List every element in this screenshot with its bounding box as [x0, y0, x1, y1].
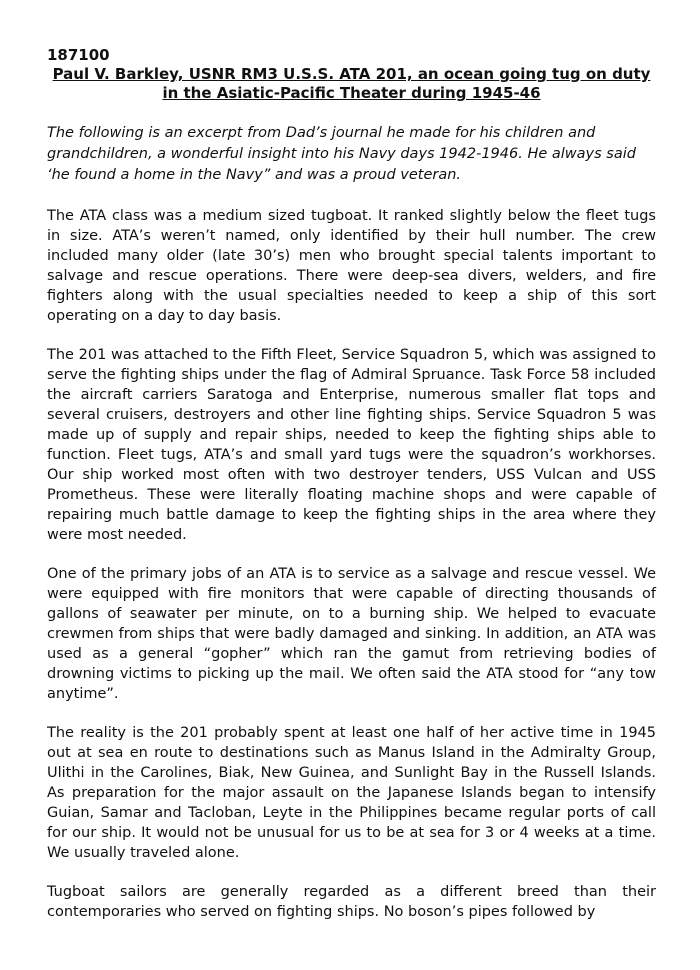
body-paragraph: The reality is the 201 probably spent at least one half of her active time in 1945 out at sea en route to destinations such as Manus Island in the Admiralty Group, Ulithi in the Carolines, Biak, New Guinea, and Sunlight Bay in the Russell Islands. As preparation for the major assault on the Japanese Islands began to intensify Guian, Samar and Tacloban, Leyte in the Philippines became regular ports of call for our ship. It would not be unusual for us to be at sea for 3 or 4 weeks at a time. We usually traveled alone.	[47, 725, 656, 861]
intro-paragraph: The following is an excerpt from Dad’s journal he made for his children and grandchildren, a wonderful insight into his Navy days 1942-1946. He always said ‘he found a home in the Navy” and was a proud veteran.	[47, 125, 636, 183]
document-title: Paul V. Barkley, USNR RM3 U.S.S. ATA 201, an ocean going tug on duty in the Asiatic-Pacific Theater during 1945-46	[52, 65, 651, 102]
body-paragraph: The 201 was attached to the Fifth Fleet, Service Squadron 5, which was assigned to serve the fighting ships under the flag of Admiral Spruance. Task Force 58 included the aircraft carriers Saratoga and Enterprise, numerous smaller flat tops and several cruisers, destroyers and other line fighting ships. Service Squadron 5 was made up of supply and repair ships, needed to keep the fighting ships able to function. Fleet tugs, ATA’s and small yard tugs were the squadron’s workhorses. Our ship worked most often with two destroyer tenders, USS Vulcan and USS Prometheus. These were literally floating machine shops and were capable of repairing much battle damage to keep the fighting ships in the area where they were most needed.	[47, 347, 656, 543]
body-paragraph: The ATA class was a medium sized tugboat. It ranked slightly below the fleet tugs in size. ATA’s weren’t named, only identified by their hull number. The crew included many older (late 30’s) men who brought special talents important to salvage and rescue operations. There were deep-sea divers, welders, and fire fighters along with the usual specialties needed to keep a ship of this sort operating on a day to day basis.	[47, 208, 656, 324]
body-paragraph: One of the primary jobs of an ATA is to service as a salvage and rescue vessel. We were equipped with fire monitors that were capable of directing thousands of gallons of seawater per minute, on to a burning ship. We helped to evacuate crewmen from ships that were badly damaged and sinking. In addition, an ATA was used as a general “gopher” which ran the gamut from retrieving bodies of drowning victims to picking up the mail. We often said the ATA stood for “any tow anytime”.	[47, 566, 656, 702]
document-id: 187100	[47, 46, 110, 64]
body-paragraph: Tugboat sailors are generally regarded as a different breed than their contemporaries who served on fighting ships. No boson’s pipes followed by	[47, 884, 656, 920]
